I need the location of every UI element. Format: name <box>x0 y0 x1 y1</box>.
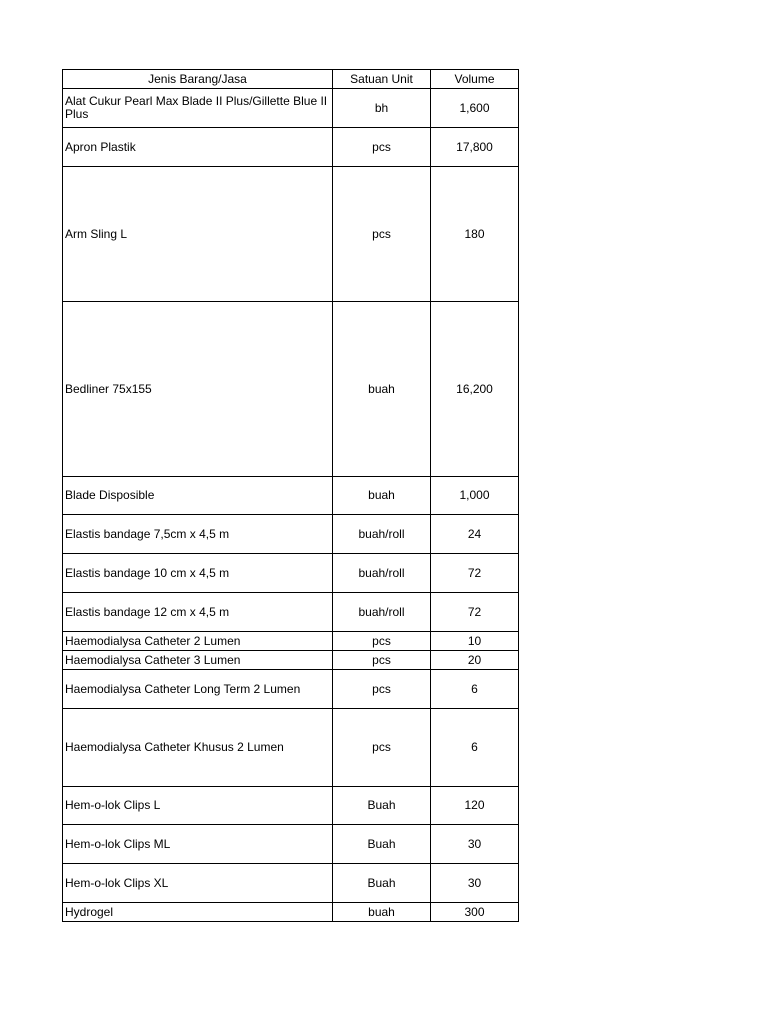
cell-volume: 20 <box>431 651 519 670</box>
cell-volume: 30 <box>431 864 519 903</box>
table-row <box>63 554 519 593</box>
cell-unit: Buah <box>333 825 431 864</box>
table-row <box>63 128 519 167</box>
cell-item: Elastis bandage 12 cm x 4,5 m <box>63 593 333 632</box>
cell-unit: buah/roll <box>333 593 431 632</box>
cell-unit: bh <box>333 89 431 128</box>
cell-volume: 300 <box>431 903 519 922</box>
cell-item: Bedliner 75x155 <box>63 302 333 477</box>
cell-volume: 180 <box>431 167 519 302</box>
header-unit: Satuan Unit <box>333 70 431 89</box>
cell-item: Haemodialysa Catheter 2 Lumen <box>63 632 333 651</box>
table-row <box>63 825 519 864</box>
table-row <box>63 593 519 632</box>
cell-item: Hem-o-lok Clips L <box>63 787 333 825</box>
cell-item: Haemodialysa Catheter 3 Lumen <box>63 651 333 670</box>
cell-item: Elastis bandage 7,5cm x 4,5 m <box>63 515 333 554</box>
cell-unit: buah/roll <box>333 554 431 593</box>
cell-item: Elastis bandage 10 cm x 4,5 m <box>63 554 333 593</box>
cell-unit: buah <box>333 903 431 922</box>
cell-unit: pcs <box>333 651 431 670</box>
cell-unit: pcs <box>333 709 431 787</box>
cell-volume: 6 <box>431 709 519 787</box>
cell-volume: 24 <box>431 515 519 554</box>
header-row <box>63 70 519 89</box>
table-row <box>63 787 519 825</box>
cell-item: Apron Plastik <box>63 128 333 167</box>
cell-volume: 6 <box>431 670 519 709</box>
table-row <box>63 89 519 128</box>
table-row <box>63 302 519 477</box>
header-item: Jenis Barang/Jasa <box>63 70 333 89</box>
cell-unit: Buah <box>333 864 431 903</box>
cell-volume: 120 <box>431 787 519 825</box>
table-row <box>63 709 519 787</box>
table-row <box>63 515 519 554</box>
cell-volume: 10 <box>431 632 519 651</box>
cell-unit: pcs <box>333 670 431 709</box>
table-row <box>63 903 519 922</box>
cell-item: Haemodialysa Catheter Khusus 2 Lumen <box>63 709 333 787</box>
cell-item: Blade Disposible <box>63 477 333 515</box>
cell-volume: 72 <box>431 593 519 632</box>
procurement-table <box>62 69 519 922</box>
cell-item: Arm Sling L <box>63 167 333 302</box>
cell-volume: 17,800 <box>431 128 519 167</box>
header-volume: Volume <box>431 70 519 89</box>
cell-unit: buah <box>333 302 431 477</box>
cell-volume: 1,000 <box>431 477 519 515</box>
table-row <box>63 167 519 302</box>
cell-unit: buah/roll <box>333 515 431 554</box>
table-row <box>63 632 519 651</box>
cell-item: Hydrogel <box>63 903 333 922</box>
cell-unit: Buah <box>333 787 431 825</box>
cell-item: Haemodialysa Catheter Long Term 2 Lumen <box>63 670 333 709</box>
cell-volume: 16,200 <box>431 302 519 477</box>
cell-unit: buah <box>333 477 431 515</box>
cell-volume: 30 <box>431 825 519 864</box>
table-row <box>63 864 519 903</box>
cell-volume: 72 <box>431 554 519 593</box>
table-row <box>63 477 519 515</box>
cell-unit: pcs <box>333 632 431 651</box>
cell-volume: 1,600 <box>431 89 519 128</box>
cell-unit: pcs <box>333 167 431 302</box>
cell-item: Alat Cukur Pearl Max Blade II Plus/Gillette Blue II Plus <box>63 89 333 128</box>
table-row <box>63 670 519 709</box>
table-row <box>63 651 519 670</box>
cell-item: Hem-o-lok Clips XL <box>63 864 333 903</box>
cell-unit: pcs <box>333 128 431 167</box>
cell-item: Hem-o-lok Clips ML <box>63 825 333 864</box>
